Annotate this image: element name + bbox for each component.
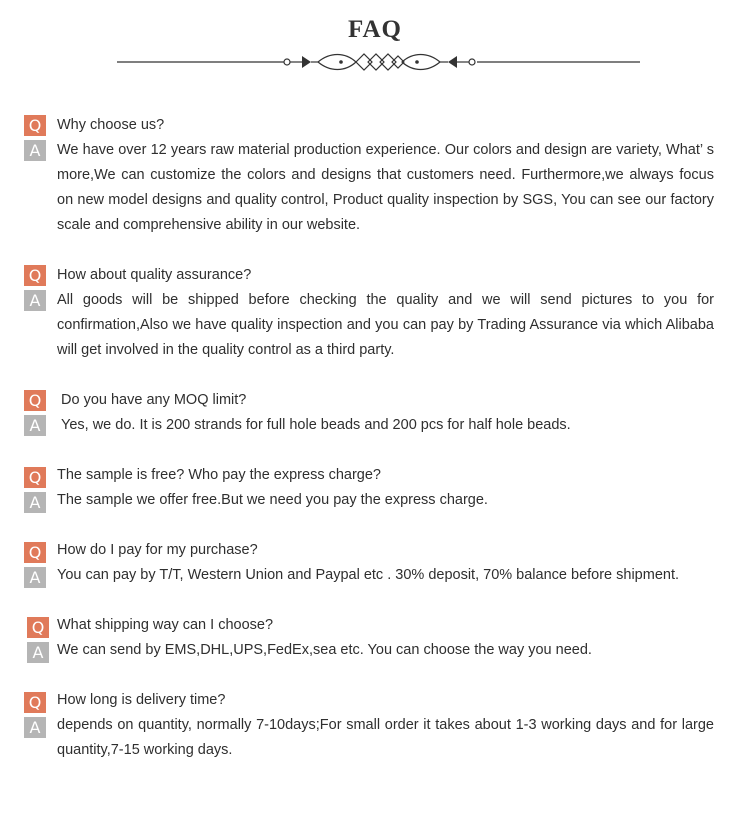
- answer-badge: A: [24, 567, 46, 588]
- answer-badge: A: [24, 717, 46, 738]
- question-badge: Q: [24, 115, 46, 136]
- faq-question: Do you have any MOQ limit?: [61, 392, 247, 408]
- faq-question: How about quality assurance?: [57, 267, 252, 283]
- faq-answer: depends on quantity, normally 7-10days;For small order it takes about 1-3 working days and for large quantity,7-15 working days.: [57, 717, 714, 758]
- page-title: FAQ: [348, 16, 402, 43]
- answer-badge: A: [24, 492, 46, 513]
- faq-answer: The sample we offer free.But we need you pay the express charge.: [57, 492, 488, 508]
- answer-badge: A: [27, 642, 49, 663]
- faq-question: The sample is free? Who pay the express charge?: [57, 467, 381, 483]
- faq-answer: Yes, we do. It is 200 strands for full hole beads and 200 pcs for half hole beads.: [61, 417, 571, 433]
- ornamental-divider-icon: [0, 48, 750, 78]
- question-badge: Q: [24, 542, 46, 563]
- faq-answer: We have over 12 years raw material production experience. Our colors and design are variety, What’ s more,We can customize the colors and designs that customers need. Furthermore,we always focus on new model designs and quality control, Product quality inspection by SGS, You can see our factory scale and comprehensive ability in our website.: [57, 142, 714, 233]
- answer-badge: A: [24, 140, 46, 161]
- faq-answer: You can pay by T/T, Western Union and Paypal etc . 30% deposit, 70% balance before shipment.: [57, 567, 680, 583]
- answer-badge: A: [24, 415, 46, 436]
- faq-question: How long is delivery time?: [57, 692, 226, 708]
- question-badge: Q: [24, 692, 46, 713]
- faq-question: How do I pay for my purchase?: [57, 542, 258, 558]
- faq-answer: We can send by EMS,DHL,UPS,FedEx,sea etc. You can choose the way you need.: [57, 642, 592, 658]
- question-badge: Q: [24, 390, 46, 411]
- question-badge: Q: [24, 467, 46, 488]
- faq-answer: All goods will be shipped before checking the quality and we will send pictures to you for confirmation,Also we have quality inspection and you can pay by Trading Assurance via which Alibaba will get involved in the quality control as a third party.: [57, 292, 714, 358]
- question-badge: Q: [27, 617, 49, 638]
- faq-question: What shipping way can I choose?: [57, 617, 274, 633]
- faq-header: [0, 0, 750, 80]
- faq-question: Why choose us?: [57, 117, 165, 133]
- question-badge: Q: [24, 265, 46, 286]
- answer-badge: A: [24, 290, 46, 311]
